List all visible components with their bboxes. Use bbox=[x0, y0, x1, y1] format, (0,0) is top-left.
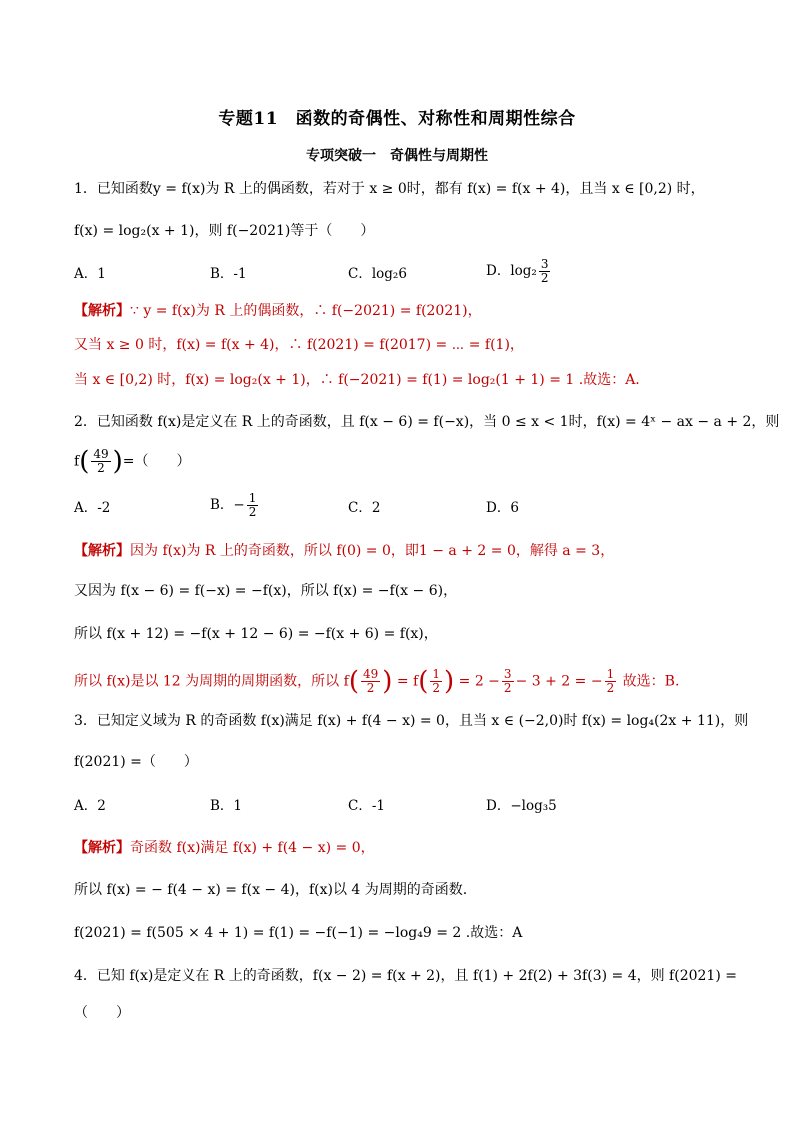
problem-2-option-a: A．-2 bbox=[74, 500, 111, 516]
problem-2-option-b: B．− $\frac{1}{2}$ bbox=[210, 491, 257, 519]
analysis-label: 【解析】 bbox=[74, 543, 130, 559]
page-title: 专题11 函数的奇偶性、对称性和周期性综合 bbox=[218, 109, 576, 129]
problem-2-option-d: D．6 bbox=[486, 500, 519, 516]
problem-2-analysis-line-2: 又因为 f(x − 6) = f(−x) = −f(x)，所以 f(x) = −f(x − 6)， bbox=[74, 583, 458, 599]
problem-2-analysis-line-1: 【解析】因为 f(x)为 R 上的奇函数，所以 f(0) = 0，即1 − a + 2 = 0，解得 a = 3， bbox=[74, 543, 615, 559]
problem-3-stem-line-1: 3．已知定义域为 R 的奇函数 f(x)满足 f(x) + f(4 − x) = 0，且当 x ∈ (−2,0)时 f(x) = log₄(2x + 11)，则 bbox=[74, 713, 749, 729]
problem-3-option-c: C．-1 bbox=[348, 798, 385, 814]
problem-3-analysis-line-1: 【解析】奇函数 f(x)满足 f(x) + f(4 − x) = 0， bbox=[74, 840, 375, 856]
problem-1-analysis-line-3: 当 x ∈ [0,2) 时，f(x) = log₂(x + 1)，∴ f(−2021) = f(1) = log₂(1 + 1) = 1 .故选：A. bbox=[74, 372, 640, 388]
problem-1-stem-line-1: 1．已知函数y = f(x)为 R 上的偶函数，若对于 x ≥ 0时，都有 f(x) = f(x + 4)，且当 x ∈ [0,2) 时， bbox=[74, 181, 705, 197]
problem-1-option-d: D．log₂ $\frac{3}{2}$ bbox=[486, 257, 549, 285]
problem-3-option-a: A．2 bbox=[74, 798, 106, 814]
problem-2-analysis-line-4: 所以 f(x)是以 12 为周期的周期函数，所以 f( $\frac{49}{2}$ ) = f( $\frac{1}{2}$ ) = 2 − $\frac{3}{2}$ − 3 + 2 = − $\frac{1}{2}$ 故选：B. bbox=[74, 666, 680, 697]
problem-1-option-a: A．1 bbox=[74, 266, 106, 282]
problem-3-analysis-line-2: 所以 f(x) = − f(4 − x) = f(x − 4)，f(x)以 4 为周期的奇函数. bbox=[74, 882, 468, 898]
problem-3-option-d: D．−log₃5 bbox=[486, 798, 557, 814]
problem-2-analysis-line-3: 所以 f(x + 12) = −f(x + 12 − 6) = −f(x + 6) = f(x)， bbox=[74, 626, 438, 642]
analysis-label: 【解析】 bbox=[74, 840, 130, 856]
problem-3-option-b: B．1 bbox=[210, 798, 243, 814]
problem-2-stem-line-1: 2．已知函数 f(x)是定义在 R 上的奇函数，且 f(x − 6) = f(−x)，当 0 ≤ x < 1时，f(x) = 4ˣ − ax − a + 2，则 bbox=[74, 414, 780, 430]
problem-1-analysis-line-1: 【解析】∵ y = f(x)为 R 上的偶函数，∴ f(−2021) = f(2021)， bbox=[74, 303, 482, 319]
analysis-label: 【解析】 bbox=[74, 303, 130, 319]
problem-1-option-c: C．log₂6 bbox=[348, 266, 407, 282]
problem-1-analysis-line-2: 又当 x ≥ 0 时，f(x) = f(x + 4)，∴ f(2021) = f(2017) = ⋯ = f(1)， bbox=[74, 337, 524, 353]
problem-1-stem-line-2: f(x) = log₂(x + 1)，则 f(−2021)等于（ ） bbox=[74, 223, 375, 239]
problem-3-analysis-line-3: f(2021) = f(505 × 4 + 1) = f(1) = −f(−1) = −log₄9 = 2 .故选：A bbox=[74, 925, 523, 941]
problem-1-option-d-fraction: $\frac{3}{2}$ bbox=[540, 257, 549, 285]
problem-1-option-b: B．-1 bbox=[210, 266, 247, 282]
section-subtitle: 专项突破一 奇偶性与周期性 bbox=[306, 148, 488, 164]
problem-4-stem-line-1: 4．已知 f(x)是定义在 R 上的奇函数，f(x − 2) = f(x + 2)，且 f(1) + 2f(2) + 3f(3) = 4，则 f(2021) = bbox=[74, 968, 737, 984]
problem-3-stem-line-2: f(2021) =（ ） bbox=[74, 754, 198, 770]
problem-4-stem-line-2: （ ） bbox=[74, 1005, 130, 1021]
problem-2-stem-line-2: f( $\frac{49}{2}$ )=（ ） bbox=[74, 446, 191, 477]
problem-2-option-c: C．2 bbox=[348, 500, 381, 516]
